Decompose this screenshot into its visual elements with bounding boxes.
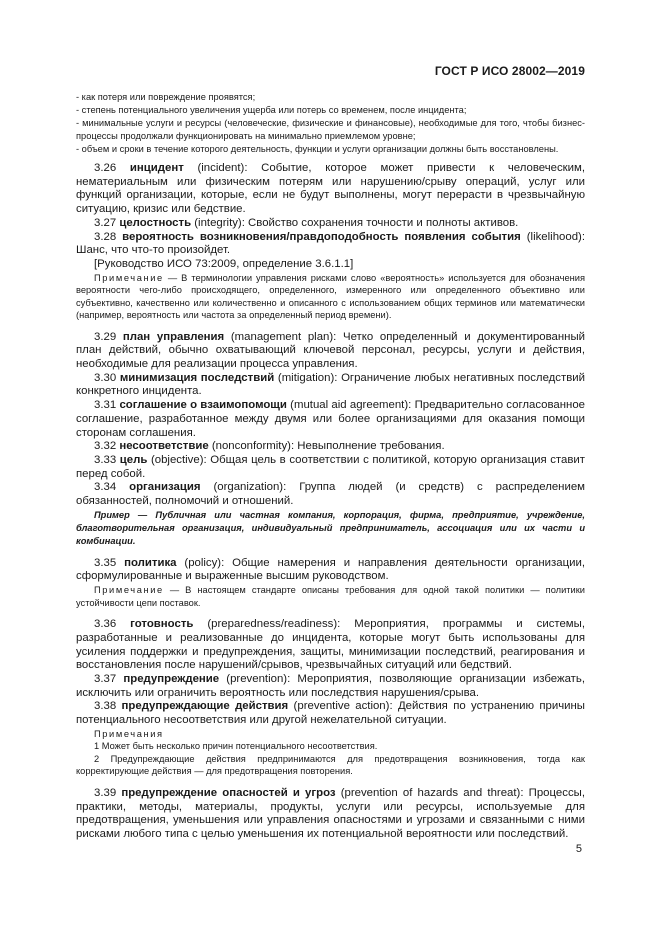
term: минимизация последствий [119,371,275,384]
definition-3-28: 3.28 вероятность возникновения/правдоподобность появления события (likelihood): Шанс, что что-то произойдет. [76,230,585,257]
definition-3-36: 3.36 готовность (preparedness/readiness): Мероприятия, программы и системы, разработанные и реализованные до инцидента, которые могут быть использованы для усиления поддержки и предупреждения, защиты, минимизации последствий, реагирования и восстановления после нарушений/срывов, чрезвычайных ситуаций или бедствий. [76,618,585,672]
list-item: - как потеря или повреждение проявятся; [76,92,256,102]
term: предупреждение опасностей и угроз [121,786,336,799]
term: готовность [130,618,194,631]
definition-3-39: 3.39 предупреждение опасностей и угроз (prevention of hazards and threat): Процессы, практики, методы, материалы, продукты, услуги или ресурсы, используемые для предотвращения, уменьшения или управления опасностями и угрозами и связанными с ними рисками любого типа с целью уменьшения их потенциальной вероятности или последствий. [76,786,585,840]
definition-3-31: 3.31 соглашение о взаимопомощи (mutual aid agreement): Предварительно согласованное соглашение, разработанное между двумя или более организациями для оказания помощи сторонам соглашения. [76,399,586,439]
note-heading: Примечание [94,585,164,596]
term: вероятность возникновения/правдоподобность появления события [122,230,521,243]
page-number: 5 [575,843,582,855]
term: несоответствие [119,440,209,453]
list-item: - минимальные услуги и ресурсы (человеческие, физические и финансовые), необходимые для того, чтобы бизнес-процессы продолжали функционировать на минимально приемлемом уровне; [76,118,585,141]
list-item: - объем и сроки в течение которого деятельность, функции и услуги организации должны быть восстановлены. [76,144,559,154]
definition-3-35: 3.35 политика (policy): Общие намерения и направления деятельности организации, сформулированные и выраженные высшим руководством. [76,556,586,583]
definition-3-38: 3.38 предупреждающие действия (preventive action): Действия по устранению причины потенциального несоответствия или другой нежелательной ситуации. [76,700,585,727]
definition-3-33: 3.33 цель (objective): Общая цель в соответствии с политикой, которую организация ставит перед собой. [76,453,585,480]
term: политика [124,556,177,569]
term: организация [129,481,201,494]
definition-3-32: 3.32 несоответствие (nonconformity): Невыполнение требования. [94,440,445,453]
term: целостность [119,216,192,229]
note-item: 2 Предупреждающие действия предпринимаются для предотвращения возникновения, тогда как корректирующие действия — для предотвращения повторения. [76,753,585,777]
term: предупреждение [123,672,220,685]
definition-3-30: 3.30 минимизация последствий (mitigation): Ограничение любых негативных последствий конкретного инцидента. [76,371,585,398]
note-3-35: Примечание — В настоящем стандарте описаны требования для одной такой политики — политики устойчивости цепи поставок. [76,585,585,608]
term: предупреждающие действия [121,700,289,713]
page-header-title: ГОСТ Р ИСО 28002—2019 [434,64,585,78]
reference: [Руководство ИСО 73:2009, определение 3.6.1.1] [94,257,354,270]
term: инцидент [129,162,184,174]
term: план управления [122,330,225,343]
note-item: 1 Может быть несколько причин потенциального несоответствия. [94,741,378,752]
definition-3-37: 3.37 предупреждение (prevention): Мероприятия, позволяющие организации избежать, исключить или ограничить вероятность или последствия нарушения/срыва. [76,672,585,699]
definition-3-27: 3.27 целостность (integrity): Свойство сохранения точности и полноты активов. [94,216,519,229]
definition-3-34: 3.34 организация (organization): Группа людей (и средств) с распределением обязанностей, полномочий и отношений. [76,481,585,508]
notes-heading: Примечания [94,728,164,739]
note-heading: Примечание [94,272,164,283]
definition-3-26: 3.26 инцидент (incident): Событие, которое может привести к человеческим, нематериальным или физическим потерям или нарушению/срыву операций, услуг или функций организации, которые, если не будут выполнены, могут перерасти в чрезвычайную ситуацию, кризис или бедствие. [76,162,586,216]
note-3-28: Примечание — В терминологии управления рисками слово «вероятность» используется для обозначения вероятности чего-либо происходящего, определенного, измеренного или определенного объективно или субъективно, качественно или количественно и описанного с использованием общих терминов или математически (например, вероятность или частота за определенный период времени). [76,272,585,321]
example-3-34: Пример — Публичная или частная компания, корпорация, фирма, предприятие, учреждение, благотворительная организация, индивидуальный предприниматель, ассоциация или их части и комбинации. [76,509,585,546]
term: соглашение о взаимопомощи [119,399,287,412]
page-content [76,91,585,842]
definition-3-29: 3.29 план управления (management plan): Четко определенный и документированный план действий, обычно охватывающий ключевой персонал, ресурсы, услуги и действия, необходимые для реализации процесса управления. [76,330,585,371]
term: цель [119,453,148,466]
list-item: - степень потенциального увеличения ущерба или потерь со временем, после инцидента; [76,105,467,115]
bullet-list [76,91,585,156]
